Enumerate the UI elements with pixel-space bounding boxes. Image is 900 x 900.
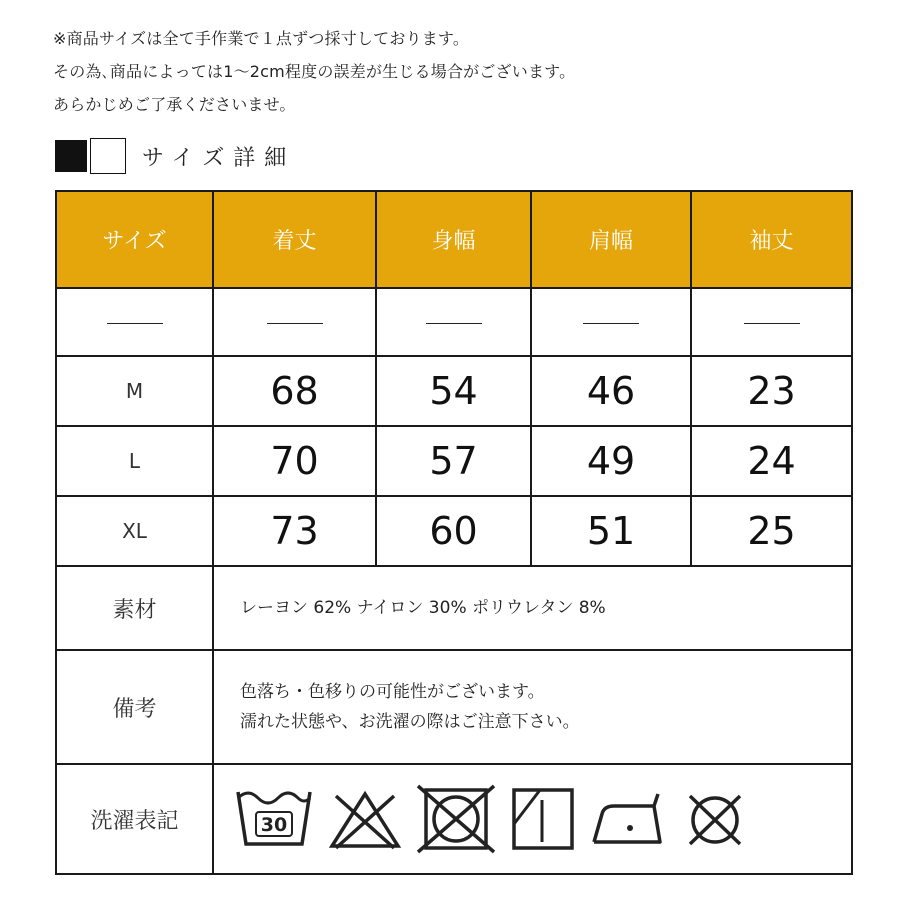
header-cell: 袖丈 bbox=[691, 191, 852, 288]
dash-cell bbox=[56, 288, 213, 356]
note-line: その為､商品によっては1〜2cm程度の誤差が生じる場合がございます。 bbox=[53, 62, 576, 81]
value-cell: 25 bbox=[691, 496, 852, 566]
size-notes bbox=[53, 22, 575, 121]
care-icons-cell bbox=[213, 764, 852, 874]
iron-low-icon bbox=[590, 786, 670, 852]
header-cell: 着丈 bbox=[213, 191, 376, 288]
heading-title: サイズ詳細 bbox=[142, 145, 296, 171]
no-dry-clean-icon bbox=[684, 786, 746, 852]
size-table bbox=[55, 190, 853, 875]
no-bleach-icon bbox=[328, 786, 402, 852]
table-row bbox=[56, 496, 852, 566]
size-label: L bbox=[56, 426, 213, 496]
material-value: レーヨン 62% ナイロン 30% ポリウレタン 8% bbox=[213, 566, 852, 650]
dash-cell bbox=[531, 288, 691, 356]
value-cell: 57 bbox=[376, 426, 531, 496]
care-label: 洗濯表記 bbox=[56, 764, 213, 874]
value-cell: 46 bbox=[531, 356, 691, 426]
dash-line bbox=[267, 323, 323, 324]
section-heading bbox=[55, 138, 295, 174]
value-cell: 23 bbox=[691, 356, 852, 426]
dash-row bbox=[56, 288, 852, 356]
remarks-line: 色落ち・色移りの可能性がございます。 bbox=[240, 682, 545, 702]
remarks-label: 備考 bbox=[56, 650, 213, 764]
wash-temp-label: 30 bbox=[260, 814, 288, 836]
value-cell: 24 bbox=[691, 426, 852, 496]
header-cell: サイズ bbox=[56, 191, 213, 288]
black-square-icon bbox=[55, 140, 87, 172]
remarks-line: 濡れた状態や、お洗濯の際はご注意下さい。 bbox=[240, 712, 580, 732]
header-cell: 身幅 bbox=[376, 191, 531, 288]
note-line: あらかじめご了承くださいませ。 bbox=[53, 95, 296, 114]
value-cell: 68 bbox=[213, 356, 376, 426]
value-cell: 49 bbox=[531, 426, 691, 496]
value-cell: 73 bbox=[213, 496, 376, 566]
value-cell: 70 bbox=[213, 426, 376, 496]
dash-line bbox=[426, 323, 482, 324]
value-cell: 54 bbox=[376, 356, 531, 426]
note-line: ※商品サイズは全て手作業で１点ずつ採寸しております。 bbox=[53, 29, 470, 48]
line-dry-shade-icon bbox=[510, 784, 576, 854]
size-label: M bbox=[56, 356, 213, 426]
table-header-row bbox=[56, 191, 852, 288]
value-cell: 51 bbox=[531, 496, 691, 566]
dash-cell bbox=[376, 288, 531, 356]
material-row bbox=[56, 566, 852, 650]
size-label: XL bbox=[56, 496, 213, 566]
dash-cell bbox=[691, 288, 852, 356]
no-tumble-dry-icon bbox=[416, 784, 496, 854]
dash-cell bbox=[213, 288, 376, 356]
wash-30-icon bbox=[234, 786, 314, 852]
white-square-icon bbox=[90, 138, 126, 174]
header-cell: 肩幅 bbox=[531, 191, 691, 288]
dash-line bbox=[583, 323, 639, 324]
care-icons bbox=[214, 784, 851, 854]
remarks-value bbox=[213, 650, 852, 764]
table-row bbox=[56, 426, 852, 496]
value-cell: 60 bbox=[376, 496, 531, 566]
care-row bbox=[56, 764, 852, 874]
dash-line bbox=[107, 323, 163, 324]
material-label: 素材 bbox=[56, 566, 213, 650]
dash-line bbox=[744, 323, 800, 324]
table-row bbox=[56, 356, 852, 426]
remarks-row bbox=[56, 650, 852, 764]
